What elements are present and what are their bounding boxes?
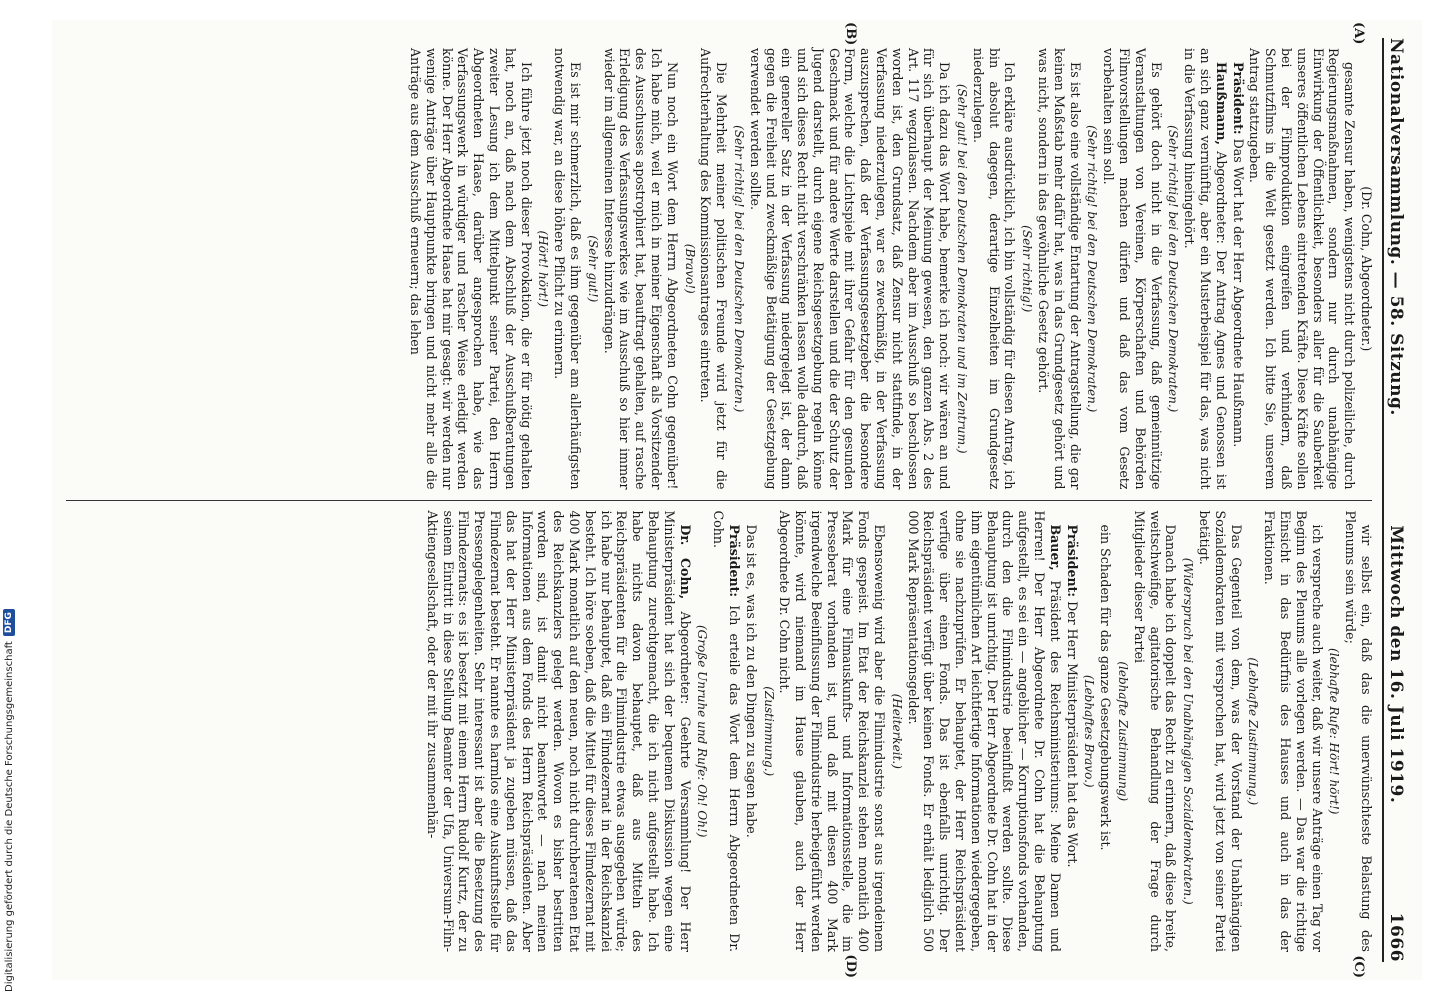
reaction: (lebhafte Zustimmung) <box>1116 661 1131 802</box>
speech-president <box>710 511 742 953</box>
speech-haussmann <box>1181 48 1228 490</box>
reaction: (Heiterkeit.) <box>889 693 904 769</box>
paragraph: Die Mehrheit meiner politischen Freunde wird jetzt für die Aufrechterhaltung des Kommissionsantrages eintreten. <box>698 48 730 490</box>
speech-text: Das Wort hat der Herr Abgeordnete Haußmann. <box>1230 138 1246 448</box>
paragraph: wir selbst ein, daß das die unerwünschteste Belastung des Plenums sein würde; <box>1343 510 1374 952</box>
reaction: (Sehr richtig! bei den Deutschen Demokraten.) <box>731 125 746 413</box>
speech-text: Ich erteile das Wort dem Herrn Abgeordneten Dr. Cohn. <box>711 510 742 952</box>
paragraph: ein Schaden für das ganze Gesetzgebungswerk ist. <box>1098 524 1114 851</box>
reaction: (Zustimmung.) <box>761 686 776 777</box>
speaker-lead: (Dr. Cohn, Abgeordneter.) <box>1359 186 1374 352</box>
speech-text: Abgeordneter: Geehrte Versammlung! Der Herr Ministerpräsident hat sich der bequemen Diskussion wegen eine Behauptung zurechtgemacht, die ich nicht aufgestellt habe. Ich habe nichts davon behauptet, daß aus Mitteln des Reichspräsidenten für die Filmindustrie etwas ausgegeben würde; ich habe nur behauptet, daß ein Filmdezernat in der Reichskanzlei besteht. Ich höre soeben, daß die Mittel für dieses Filmdezernat mit 400 Mark monatlich auf den neuen, noch nicht durchberatenen Etat des Reichskanzlers gelegt werden. Wovon es bisher bestritten worden sind, ist damit nicht beantwortet — nach meinen Informationen aus dem Fonds des Herrn Reichspräsidenten. Aber das hat der Herr Ministerpräsident ja zugeben müssen, daß das Filmdezernat besteht. Er nannte es harmlos eine Auskunftsstelle für Pressengelegenheiten. Sehr interessant ist aber die Besetzung des Filmdezernats: es ist besetzt mit einem Herrn Rudolf Kurtz, der zu seinem Eintritt in diese Stellung Beamter der Ufa, Universum-Film-Aktiengesellschaft, oder der mit ihr zusammenhän- <box>424 510 693 952</box>
margin-marker-c: (C) <box>1351 955 1366 978</box>
speaker-name: Haußmann, <box>1213 62 1229 145</box>
speech-text: Präsident des Reichsministeriums: Meine Damen und Herren! Der Herr Abgeordnete Dr. Cohn hat die Behauptung aufgestellt, es sei ein — angeblicher — Korruptionsfonds vorhanden, durch den die Filmindustrie beeinflußt werden sollte. Diese Behauptung ist unrichtig. Der Herr Abgeordnete Dr. Cohn hat in der ihm eigentümlichen Art leichtfertige Informationen wiedergegeben, ohne sie nachzuprüfen. Er behauptet, der Herr Reichspräsident verfüge über einen Fonds. Das ist ebenfalls unrichtig. Der Reichspräsident verfügt über keinen Fonds. Er erhält lediglich 500 000 Mark Repräsentationsgelder. <box>905 510 1063 952</box>
speaker-name: Dr. Cohn, <box>677 524 693 600</box>
header-left: Nationalversammlung. — 58. Sitzung. <box>1386 38 1406 416</box>
speech-text: Abgeordneter: Der Antrag Agnes und Genossen ist an sich ganz vernünftig, aber ein Musterbeispiel für das, was nicht in die Verfassung hineingehört. <box>1182 48 1229 490</box>
dfg-logo: DFG <box>3 609 15 636</box>
speech-bauer <box>905 511 1063 953</box>
paragraph: Es ist mir schmerzlich, daß es ihm gegenüber am allerhäufigsten notwendig war, an diese höhere Pflicht zu erinnern. <box>552 48 583 490</box>
reaction: (Sehr richtig!) <box>1020 225 1035 313</box>
speech-cohn <box>424 511 693 953</box>
right-column <box>60 501 1378 963</box>
speech-president <box>1064 511 1080 953</box>
caption-text: Digitalisierung gefördert durch die Deutsche Forschungsgemeinschaft <box>3 641 15 992</box>
margin-marker-a: (A) <box>1351 22 1366 45</box>
paragraph: Ich erkläre ausdrücklich, ich bin vollständig für diesen Antrag, ich bin absolut dagegen, derartige Einzelheiten im Grundgesetz niederzulegen. <box>970 48 1018 490</box>
reaction: (Lebhafte Zustimmung.) <box>1246 657 1261 806</box>
speech-president <box>1230 48 1246 490</box>
left-column <box>60 38 1378 500</box>
reaction: (lebhafte Rufe: Hört! hört!) <box>1327 648 1342 815</box>
reaction: (Große Unruhe und Rufe: Oh! Oh!) <box>695 624 710 838</box>
paragraph: Nun noch ein Wort dem Herrn Abgeordneten Cohn gegenüber! Ich habe mich, weil er mich in meiner Eigenschaft als Vorsitzender des Ausschusses apostrophiert hat, beauftragt gehalten, auf rasche Erledigung des Verfassungswerkes wie im Ausschuß so hier immer wieder im allgemeinen Interesse hinzudrängen. <box>601 48 680 490</box>
reaction: (Hört! hört!) <box>536 230 551 308</box>
speaker-name: Präsident: <box>1064 524 1080 598</box>
margin-marker-b: (B) <box>843 22 858 46</box>
speaker-name: Präsident: <box>1230 62 1246 135</box>
speaker-name: Bauer, <box>1047 524 1063 571</box>
reaction: (Sehr richtig! bei den Deutschen Demokraten.) <box>1166 125 1181 413</box>
document-page <box>52 20 1422 980</box>
paragraph: Danach habe ich doppelt das Recht zu erinnern, daß diese breite, weitschweifige, agitatorische Behandlung der Frage durch Mitglieder dieser Partei <box>1131 510 1179 952</box>
paragraph: Ich führe jetzt noch dieser Provokation, die er für nötig gehalten hat, noch an, daß nach dem Abschluß der Ausschußberatungen zweiter Lesung ich dem Mittelpunkt seiner Partei, den Herrn Abgeordneten Haase, darüber angesprochen habe, wie das Verfassungswerk in würdiger und rascher Weise erledigt werden könne. Der Herr Abgeordnete Haase hat mir gesagt: wir werden nur wenige Anträge über Hauptpunkte bringen und nicht mehr alle die Anträge aus dem Ausschuß erneuern; das lehen <box>407 48 534 490</box>
paragraph: gesamte Zensur haben, wenigstens nicht durch polizeiliche, durch Regierungsmaßnahmen, sondern nur durch unabhängige Einwirkung der Öffentlichkeit, besonders aller für die Sauberkeit unseres öffentlichen Lebens eintretenden Kräfte. Diese Kräfte sollen bei der Filmproduktion eingreifen und verhindern, daß Schmutzfilms in die Welt gesetzt werden. Ich bitte Sie, unserem Antrag stattzugeben. <box>1247 48 1358 490</box>
speaker-name: Präsident: <box>726 524 742 598</box>
text-columns <box>60 22 1378 978</box>
paragraph: Es gehört doch nicht in die Verfassung, daß gemeinnützige Veranstaltungen von Vereinen, Körperschaften und Behörden Filmvorstellungen machen dürfen und daß das vom Gesetz vorbehalten sein soll. <box>1101 48 1164 490</box>
paragraph: ich verspreche auch weiter, daß wir unsere Anträge einen Tag vor Beginn des Plenums alle vorlegen werden. — Das war die richtige Einsicht in das Bedürfnis des Hauses und auch in das der Fraktionen. <box>1262 510 1325 952</box>
paragraph: Da ich dazu das Wort habe, bemerke ich noch: wir wären an und für sich überhaupt der Meinung gewesen, den ganzen Abs. 2 des Art. 117 wegzulassen. Nachdem aber im Ausschuß so beschlossen worden ist, den Grundsatz, daß Zensur nicht stattfinde, in der Verfassung niederzulegen, war es zweckmäßig, in der Verfassung auszusprechen, daß der Verfassungsgesetzgeber die besondere Form, welche die Lichtspiele mit ihrer Gefahr für den gesunden Geschmack und für andere Werte darstellen und die der Schutz der Jugend darstellt, durch eigene Reichsgesetzgebung regeln könne und sich dieses Recht nicht verschränken lassen wolle dadurch, daß ein genereller Satz in der Verfassung niedergelegt ist, der dann gegen die Freiheit und zweckmäßige Betätigung der Gesetzgebung verwendet werden sollte. <box>747 48 953 490</box>
reaction: (Sehr gut! bei den Deutschen Demokraten und im Zentrum.) <box>955 83 970 454</box>
paragraph: Es ist also eine vollständige Entartung der Antragstellung, die gar keinen Maßstab mehr dafür hat, was in das Grundgesetz gehört und was nicht, sondern in das gewöhnliche Gesetz gehört. <box>1036 48 1083 490</box>
reaction: (Sehr richtig! bei den Deutschen Demokraten.) <box>1085 125 1100 413</box>
digitization-caption <box>3 609 15 992</box>
reaction: (Lebhaftes Bravo.) <box>1082 674 1097 788</box>
paragraph: Das Gegenteil von dem, was der Vorstand der Unabhängigen Sozialdemokraten mit versprochen hat, wird jetzt von seiner Partei betätigt. <box>1197 510 1244 952</box>
margin-marker-d: (D) <box>843 954 858 978</box>
reaction: (Bravo!) <box>682 243 697 294</box>
reaction: (Sehr gut!) <box>585 235 600 303</box>
speech-text: Der Herr Ministerpräsident hat das Wort. <box>1064 601 1080 868</box>
page-header <box>1382 38 1416 962</box>
paragraph: Das ist es, was ich zu den Dingen zu sagen habe. <box>743 524 759 838</box>
page-number: 1666 <box>1386 912 1406 962</box>
paragraph: Ebensowenig wird aber die Filmindustrie sonst aus irgendeinem Fonds gespeist. Im Etat der Reichskanzlei stehen monatlich 400 Mark für eine Filmauskunfts- und Informationsstelle, die im Presseberat vorhanden ist, und daß mit diesen 400 Mark irgendwelche Beeinflussung der Filmindustrie herbeigeführt werden könnte, wird niemand im Hause glauben, auch der Herr Abgeordnete Dr. Cohn nicht. <box>777 510 888 952</box>
reaction: (Widerspruch bei den Unabhängigen Sozialdemokraten.) <box>1181 557 1196 905</box>
header-date: Mittwoch den 16. Juli 1919. <box>1386 525 1406 804</box>
